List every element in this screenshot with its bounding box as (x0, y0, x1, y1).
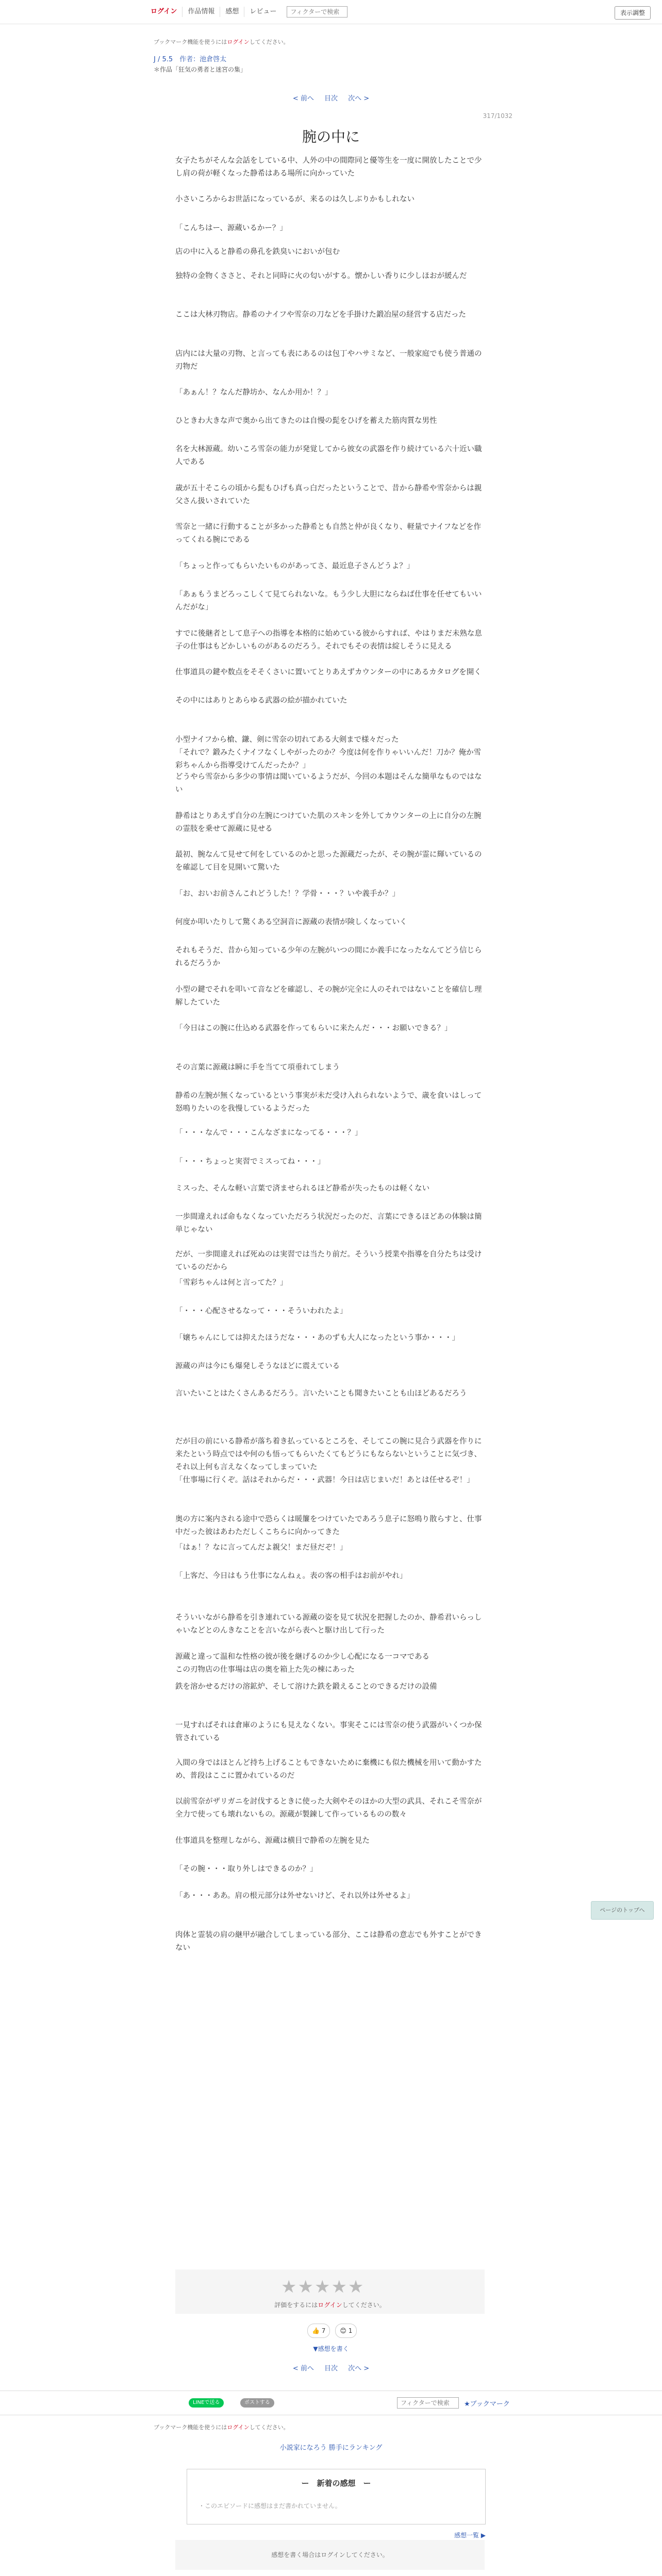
body-paragraph: 言いたいことはたくさんあるだろう。言いたいことも聞きたいことも山ほどあるだろう (175, 1389, 467, 1398)
body-paragraph: 「ちょっと作ってもらいたいものがあってさ、最近息子さんどうよ？」 (175, 562, 415, 570)
page-top-button[interactable]: ページのトップへ (591, 1901, 654, 1920)
review-list-link[interactable]: 感想一覧 ▶ (454, 2532, 486, 2539)
impressions-link[interactable]: 感想 (220, 7, 244, 17)
work-info-link[interactable]: 作品情報 (183, 7, 220, 17)
body-paragraph: 女子たちがそんな会話をしている中、人外の中の間際同と優等生を一度に開放したことで少し肩の荷が軽くなった静希はある場所に向かっていた (175, 157, 482, 178)
chapter-title: 腕の中に (302, 128, 360, 145)
body-paragraph: ここは大林刃物店。静希のナイフや雪奈の刀などを手掛けた鍛冶屋の経営する店だった (175, 311, 467, 319)
body-paragraph: 歳が五十そこらの頃から髭もひげも真っ白だったということで、昔から静希や雪奈からは親父さん扱いされていた (175, 484, 482, 505)
display-settings-button[interactable]: 表示調整 (615, 6, 651, 20)
recent-review-heading: ー 新着の感想 ー (301, 2479, 371, 2488)
body-paragraph: 鉄を溶かせるだけの溶鉱炉、そして溶けた鉄を鍛えることのできるだけの設備 (175, 1683, 437, 1691)
body-paragraph: その中にはありとあらゆる武器の絵が描かれていた (175, 697, 347, 705)
review-login-note: 感想を書く場合はログインしてください。 (271, 2551, 389, 2558)
bookmark-note-2 (154, 2421, 509, 2431)
body-paragraph: その言葉に源蔵は瞬に手を当てて項垂れてしまう (175, 1063, 340, 1072)
body-paragraph: 「こんちはー、源蔵いるかー？」 (175, 224, 287, 232)
body-paragraph: 以前雪奈がザリガニを討伐するときに使った大剣やそのほかの大型の武具、それこそ雪奈が全力で使っても壊れないもの。源蔵が製錬して作っているものの数々 (175, 1798, 482, 1819)
rating-stars[interactable]: ★★★★★ (281, 2277, 365, 2297)
footer-bookmark-link[interactable]: ★ブックマーク (464, 2400, 510, 2408)
bookmark-note-prefix: ブックマーク機能を使うには (154, 39, 227, 45)
header-search-input[interactable] (287, 6, 347, 18)
reaction-thumbs-up[interactable]: 👍 7 (307, 2324, 330, 2338)
bookmark-note-suffix: してください。 (249, 39, 289, 45)
rating-note (175, 2300, 485, 2309)
body-paragraph: 雪奈と一緒に行動することが多かった静希とも自然と仲が良くなり、軽量でナイフなどを作ってくれる腕にである (175, 523, 482, 544)
next-link[interactable]: 次へ > (348, 95, 370, 103)
body-paragraph: 小さいころからお世話になっているが、来るのは久しぶりかもしれない (175, 195, 415, 204)
body-paragraph: 「上客だ、今日はもう仕事になんねぇ。表の客の相手はお前がやれ」 (175, 1572, 407, 1580)
footer-search-input[interactable] (397, 2397, 459, 2409)
login-link[interactable]: ログイン (145, 7, 183, 17)
body-paragraph: だが、一歩間違えれば死ぬのは実習では当たり前だ。そういう授業や指導を自分たちは受けているのだから (175, 1250, 482, 1272)
body-paragraph: 「・・・心配させるなって・・・そういわれたよ」 (175, 1307, 347, 1315)
review-link[interactable]: レビュー (250, 8, 277, 15)
body-paragraph: 「その腕・・・取り外しはできるのか？」 (175, 1865, 318, 1873)
body-paragraph: 「あぁん！？なんだ静坊か、なんか用か！？」 (175, 388, 333, 397)
top-pager (0, 93, 662, 103)
body-paragraph: 「あ・・・ああ。肩の根元部分は外せないけど、それ以外は外せるよ」 (175, 1892, 415, 1900)
body-paragraph: 小型の鍵でそれを叩いて音などを確認し、その腕が完全に人のそれではないことを確信し理解したていた (175, 986, 482, 1007)
rating-login-link[interactable]: ログイン (318, 2301, 342, 2309)
body-paragraph: 「お、おいお前さんこれどうした！？学骨・・・？いや義手か？」 (175, 890, 400, 898)
series-title[interactable]: ＊作品「狂気の勇者と迷宮の集」 (154, 66, 247, 73)
rating-note-prefix: 評価をするには (274, 2301, 318, 2309)
body-paragraph: 店内には大量の刃物、と言っても表にあるのは包丁やハサミなど、一般家庭でも使う普通の刃物だ (175, 350, 482, 371)
toc-link-bottom[interactable]: 目次 (324, 2365, 338, 2372)
body-paragraph: ひときわ大きな声で奥から出てきたのは自慢の髭をひげを蓄えた筋肉質な男性 (175, 417, 437, 425)
prev-link-bottom[interactable]: < 前へ (292, 2365, 314, 2372)
bookmark-login-link[interactable]: ログイン (227, 39, 250, 45)
top-header (0, 0, 662, 24)
review-login-box (175, 2540, 485, 2570)
bottom-pager (0, 2363, 662, 2372)
body-paragraph: 名を大林源蔵。幼いころ雪奈の能力が発覚してから彼女の武器を作り続けている六十近い職人である (175, 445, 482, 466)
x-share-button[interactable]: ポストする (240, 2398, 274, 2408)
body-paragraph: 肉体と霊装の肩の継甲が融合してしまっている部分、ここは静希の意志でも外すことができない (175, 1931, 482, 1952)
body-paragraph: 「あぁもうまどろっこしくて見てられないな。もう少し大胆にならねば仕事を任せてもいいんだがな」 (175, 590, 482, 612)
body-paragraph: 一歩間違えれば命もなくなっていただろう状況だったのだ、言葉にできるほどあの体験は簡単じゃない (175, 1213, 482, 1234)
body-paragraph: 一見すればそれは倉庫のようにも見えなくない。事実そこには雪奈の使う武器がいくつか保管されている (175, 1721, 482, 1742)
recent-review-body: ・このエピソードに感想はまだ書かれていません。 (198, 2502, 341, 2510)
body-paragraph: 独特の金物くささと、それと同時に火の匂いがする。懐かしい香りに少しほおが緩んだ (175, 272, 467, 280)
body-paragraph: すでに後継者として息子への指導を本格的に始めている彼からすれば、やはりまだ未熟な息子の仕事はもどかしいものがあるのだろう。それでもその表情は綻しそうに見える (175, 630, 482, 651)
body-paragraph: 「今日はこの腕に仕込める武器を作ってもらいに来たんだ・・・お願いできる？」 (175, 1024, 452, 1032)
body-paragraph: どうやら雪奈から多少の事情は聞いているようだが、今回の本題はそんな簡単なものではない (175, 773, 482, 794)
body-paragraph: 静希はとりあえず自分の左腕につけていた肌のスキンを外してカウンターの上に自分の左腕の霊肢を乗せて源蔵に見せる (175, 812, 482, 833)
body-paragraph: 源蔵と違って温和な性格の彼が後を継げるのか少し心配になる一コマである この刃物店の仕事場は店の奥を箱上た先の棟にあった (175, 1653, 429, 1674)
body-paragraph: ミスった、そんな軽い言葉で済ませられるほど静希が失ったものは軽くない (175, 1184, 430, 1193)
bookmark-note (154, 36, 509, 46)
rating-note-suffix: してください。 (342, 2301, 386, 2309)
rating-box (175, 2269, 485, 2314)
page-number: 317/1032 (483, 112, 512, 120)
body-paragraph: 奥の方に案内される途中で恐らくは暖簾をつけていたであろう息子に怒鳴り散らすと、仕事中だった彼はあわただしくこちらに向かってきた (175, 1515, 482, 1536)
body-paragraph: だが目の前にいる静希が落ち着き払っているところを、そしてこの腕に見合う武器を作りに来たという時点ではや何のも悟ってもらいたくてもどうにもならないということに気づき、それ以上何も言えなくなってしまっていた (175, 1437, 482, 1471)
bookmark-login-link-2[interactable]: ログイン (227, 2424, 250, 2431)
body-paragraph: 「雪彩ちゃんは何と言ってた？」 (175, 1279, 288, 1287)
reaction-smile[interactable]: 😊 1 (335, 2324, 357, 2338)
bookmark-note2-suffix: してください。 (249, 2424, 289, 2431)
body-paragraph: 店の中に入ると静希の鼻孔を鉄臭いにおいが包む (175, 248, 340, 256)
body-paragraph: 何度か叩いたりして驚くある空洞音に源蔵の表情が険しくなっていく (175, 918, 407, 926)
body-paragraph: そういいながら静希を引き連れている源蔵の姿を見て状況を把握したのか、静希君いらっしゃいなどとのんきなことを言いながら表へと駆け出して行った (175, 1614, 482, 1635)
toc-link[interactable]: 目次 (324, 95, 338, 103)
body-paragraph: 「仕事場に行くぞ。話はそれからだ・・・武器！今日は店じまいだ！あとは任せるぞ！」 (175, 1476, 474, 1484)
prev-link[interactable]: < 前へ (292, 95, 314, 103)
body-paragraph: 「・・・ちょっと実習でミスってね・・・」 (175, 1158, 325, 1166)
body-paragraph: 「はぁ！？なに言ってんだよ親父！まだ昼だぞ！」 (175, 1544, 347, 1552)
body-paragraph: 仕事道具を整理しながら、源蔵は横目で静希の左腕を見た (175, 1837, 370, 1845)
series-info[interactable]: J / 5.5 作者：池倉啓太 (154, 56, 227, 63)
body-paragraph: 小型ナイフから槍、鎌、剣に雪奈の切れてある大剣まで様々だった 「それで？鍛みたくナイフなくしやがったのか？今度は何を作りゃいいんだ！刀か？俺か雪彩ちゃんから指導受けてんだったか？」 (175, 736, 482, 770)
recent-review-box (187, 2469, 486, 2524)
bookmark-note2-prefix: ブックマーク機能を使うには (154, 2424, 227, 2431)
body-paragraph: 「嬢ちゃんにしては抑えたほうだな・・・あのずも大人になったという事か・・・」 (175, 1334, 459, 1342)
ranking-link[interactable]: 小説家になろう 勝手にランキング (279, 2444, 383, 2452)
top-nav (145, 6, 347, 18)
write-review-link[interactable]: ▼感想を書く (313, 2345, 349, 2352)
reactions (307, 2324, 357, 2338)
body-paragraph: 静希の左腕が無くなっているという事実が未だ受け入れられないようで、歳を食いはしって怒鳴りたいのを我慢しているようだった (175, 1092, 482, 1113)
body-paragraph: それもそうだ、昔から知っている少年の左腕がいつの間にか義手になったなんてどう信じられるだろうか (175, 946, 482, 968)
body-paragraph: 最初、腕なんて見せて何をしているのかと思った源蔵だったが、その腕が霊に輝いているのを確認して目を見開いて驚いた (175, 851, 482, 872)
body-paragraph: 源蔵の声は今にも爆発しそうなほどに震えている (175, 1362, 340, 1370)
share-bar (0, 2391, 662, 2415)
body-paragraph: 仕事道具の鍵や数点をそそくさいに置いてとりあえずカウンターの中にあるカタログを開く (175, 668, 482, 676)
next-link-bottom[interactable]: 次へ > (348, 2365, 370, 2372)
line-share-button[interactable]: LINEで送る (189, 2398, 224, 2408)
body-paragraph: 入間の身ではほとんど持ち上げることもできないために棄機にも似た機械を用いて動かすため、普段はここに置かれているのだ (175, 1759, 482, 1780)
body-paragraph: 「・・・なんで・・・こんなざまになってる・・・？」 (175, 1129, 362, 1137)
